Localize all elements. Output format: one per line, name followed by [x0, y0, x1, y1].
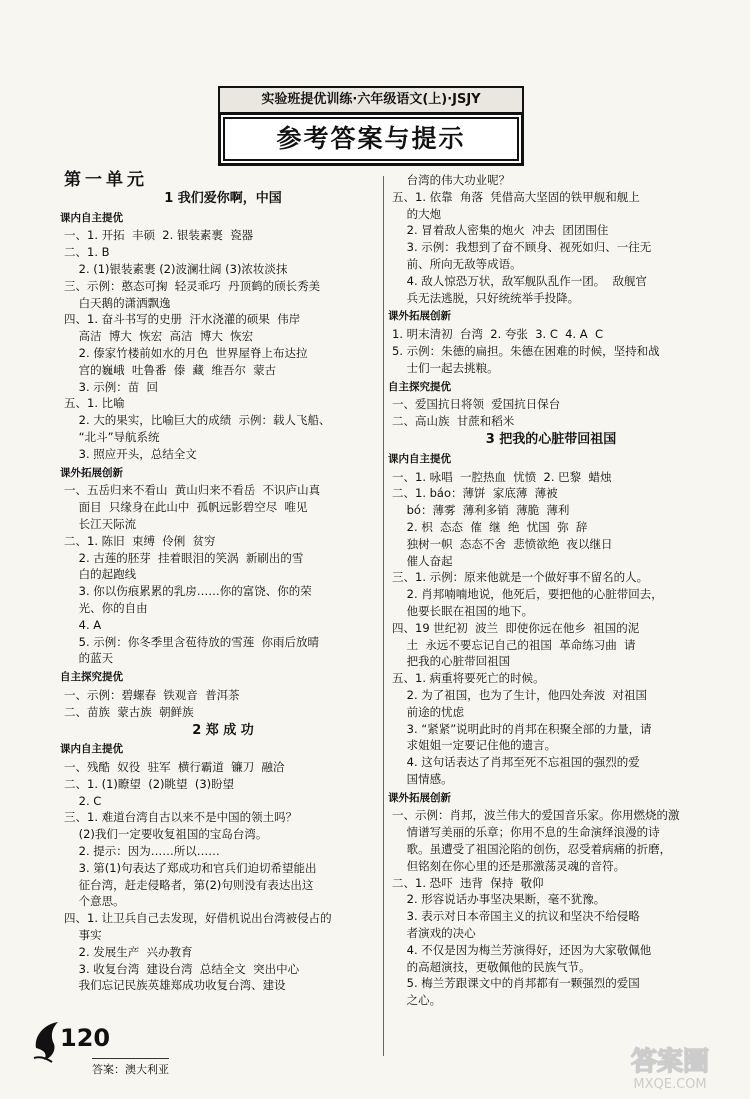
answer-line: “北斗”导航系统 — [64, 429, 160, 444]
answer-line: 土 永远不要忘记自己的祖国 革命练习曲 请 — [392, 637, 636, 652]
answer-line: 三、示例：憨态可掬 轻灵乖巧 丹顶鹤的颀长秀美 — [64, 278, 321, 293]
site-watermark — [600, 1040, 740, 1092]
answer-line: 光、你的自由 — [64, 600, 148, 615]
answer-line: 白天鹅的潇洒飘逸 — [64, 295, 171, 310]
answer-line: 前、所向无敌等成语。 — [392, 256, 522, 271]
answer-line: 二、高山族 甘蔗和稻米 — [392, 414, 515, 429]
lesson-heading: 3 把我的心脏带回祖国 — [485, 431, 617, 447]
answer-line: 者演戏的决心 — [392, 926, 476, 941]
answer-line: 一、1. 开拓 丰硕 2. 银装素裹 瓷器 — [64, 228, 254, 243]
svg-text:答案圈: 答案圈 — [630, 1047, 710, 1077]
svg-text:MXQE.COM: MXQE.COM — [633, 1077, 707, 1092]
column-divider — [383, 176, 384, 1056]
answer-line: 2. 发展生产 兴办教育 — [64, 944, 193, 959]
answer-line: 国情感。 — [392, 771, 453, 786]
answer-line: 2. 冒着敌人密集的炮火 冲去 团团围住 — [392, 223, 609, 238]
answer-line: 3. 你以伤痕累累的乳房……你的富饶、你的荣 — [64, 584, 312, 599]
answer-line: 2. 为了祖国，也为了生计，他四处奔波 对祖国 — [392, 687, 648, 702]
answer-line: 2. 古莲的胚芽 挂着眼泪的笑涡 新刷出的雪 — [64, 550, 304, 565]
unit-heading: 第一单元 — [64, 170, 148, 190]
answer-line: 2. (1)银装素裹 (2)波澜壮阔 (3)浓妆淡抹 — [64, 261, 288, 276]
answer-line: 3. 表示对日本帝国主义的抗议和坚决不给侵略 — [392, 909, 640, 924]
section-heading: 自主探究提优 — [388, 380, 451, 393]
answer-line: bó：薄雾 薄利多销 薄脆 薄利 — [392, 503, 570, 518]
answer-line: 但铭刻在你心里的还是那激荡灵魂的音符。 — [392, 858, 626, 873]
section-heading: 课内自主提优 — [388, 452, 451, 465]
answer-line: 四、1. 奋斗书写的史册 汗水浇灌的硕果 伟岸 — [64, 312, 301, 327]
answer-line: 四、19 世纪初 波兰 即使你远在他乡 祖国的泥 — [392, 620, 640, 635]
answer-line: 3. 照应开头，总结全文 — [64, 446, 197, 461]
answer-line: 把我的心脏带回祖国 — [392, 654, 511, 669]
answer-line: 五、1. 比喻 — [64, 396, 125, 411]
answer-line: 催人奋起 — [392, 553, 453, 568]
answer-line: 面目 只缘身在此山中 孤帆远影碧空尽 唯见 — [64, 500, 308, 515]
section-heading: 课外拓展创新 — [388, 791, 451, 804]
answer-line: 四、1. 让卫兵自己去发现，好借机说出台湾被侵占的 — [64, 911, 332, 926]
answer-line: (2)我们一定要收复祖国的宝岛台湾。 — [64, 827, 268, 842]
answer-line: 五、1. 病重将要死亡的时候。 — [392, 671, 545, 686]
section-heading: 课外拓展创新 — [60, 466, 123, 479]
answer-line: 3. 示例：苗 回 — [64, 379, 159, 394]
answer-line: 一、示例：碧螺春 铁观音 普洱茶 — [64, 687, 240, 702]
section-heading: 课内自主提优 — [60, 211, 123, 224]
answer-line: 征台湾，赶走侵略者，第(2)句则没有表达出这 — [64, 877, 314, 892]
answer-line: 事实 — [64, 928, 102, 943]
answer-line: 4. 这句话表达了肖邦至死不忘祖国的强烈的爱 — [392, 755, 640, 770]
answer-line: 一、残酷 奴役 驻军 横行霸道 镰刀 融洽 — [64, 760, 285, 775]
answer-line: 3. 第(1)句表达了郑成功和官兵们迫切希望能出 — [64, 860, 317, 875]
left-column — [60, 170, 382, 994]
answer-line: 歌。虽遭受了祖国沦陷的创伤，忍受着病痛的折磨， — [392, 842, 672, 857]
answer-line: 1. 明末清初 台湾 2. 夸张 3. C 4. A C — [392, 327, 603, 342]
answer-header — [218, 86, 524, 164]
book-series-title: 实验班提优训练·六年级语文(上)·JSJY — [218, 86, 524, 112]
answer-line: 4. A — [64, 617, 102, 632]
answer-line: 3. 示例：我想到了奋不顾身、视死如归、一往无 — [392, 240, 652, 255]
answer-line: 二、1. 陈旧 束缚 伶俐 贫穷 — [64, 533, 216, 548]
answer-line: 5. 示例：朱德的扁担。朱德在困难的时候，坚持和战 — [392, 343, 660, 358]
answer-line: 士们一起去挑粮。 — [392, 360, 499, 375]
answer-line: 5. 梅兰芳跟课文中的肖邦都有一颗强烈的爱国 — [392, 976, 640, 991]
answer-line: 独树一帜 态态不舍 悲愤欲绝 夜以继日 — [392, 536, 613, 551]
section-heading: 课内自主提优 — [60, 743, 123, 756]
answer-line: 情谱写美丽的乐章；你用不息的生命演绎浪漫的诗 — [392, 825, 660, 840]
answer-line: 4. 不仅是因为梅兰芳演得好，还因为大家敬佩他 — [392, 942, 652, 957]
answer-line: 前途的忧虑 — [392, 704, 465, 719]
answer-line: 宫的巍峨 吐鲁番 傣 藏 维吾尔 蒙古 — [64, 362, 277, 377]
answer-line: 的蓝天 — [64, 651, 114, 666]
answer-line: 2. 大的果实，比喻巨大的成绩 示例：载人飞船、 — [64, 413, 331, 428]
answer-line: 一、1. 咏唱 一腔热血 忧愤 2. 巴黎 蜡烛 — [392, 469, 612, 484]
right-column — [388, 172, 710, 1009]
section-heading: 自主探究提优 — [60, 671, 123, 684]
answer-line: 白的起跑线 — [64, 567, 137, 582]
answer-line: 长江天际流 — [64, 516, 137, 531]
answer-line: 个意思。 — [64, 894, 125, 909]
answer-line: 二、1. B — [64, 245, 110, 260]
answer-line: 一、示例：肖邦，波兰伟大的爱国音乐家。你用燃烧的激 — [392, 808, 680, 823]
answer-line: 3. 收复台湾 建设台湾 总结全文 突出中心 — [64, 961, 300, 976]
answer-line: 三、1. 示例：原来他就是一个做好事不留名的人。 — [392, 570, 649, 585]
answer-line: 5. 示例：你冬季里含苞待放的雪莲 你雨后放晴 — [64, 634, 320, 649]
answer-line: 一、五岳归来不看山 黄山归来不看岳 不识庐山真 — [64, 483, 321, 498]
answer-line: 的高超演技，更敬佩他的民族气节。 — [392, 959, 591, 974]
lesson-heading: 1 我们爱你啊，中国 — [164, 190, 282, 206]
dolphin-logo-icon — [30, 1018, 64, 1064]
page-number: 120 — [60, 1024, 111, 1052]
answer-line: 三、1. 难道台湾自古以来不是中国的领土吗？ — [64, 810, 298, 825]
answer-line: 高洁 博大 恢宏 高洁 博大 恢宏 — [64, 329, 254, 344]
answer-line: 一、爱国抗日将领 爱国抗日保台 — [392, 397, 561, 412]
answer-line: 之心。 — [392, 993, 442, 1008]
answer-line: 台湾的伟大功业呢？ — [392, 173, 511, 187]
answer-line: 二、1. báo：薄饼 家底薄 薄被 — [392, 486, 558, 501]
answer-line: 二、1. 恐吓 违背 保持 敬仰 — [392, 875, 544, 890]
answer-line: 的大炮 — [392, 206, 442, 221]
answer-line: 2. 提示：因为……所以…… — [64, 844, 220, 859]
answer-line: 4. 敌人惊恐万状，敌军舰队乱作一团。 敌舰官 — [392, 273, 648, 288]
answer-line: 2. 肖邦喃喃地说，他死后，要把他的心脏带回去， — [392, 587, 663, 602]
lesson-heading: 2 郑 成 功 — [192, 722, 254, 738]
answer-line: 五、1. 依靠 角落 凭借高大坚固的铁甲舰和舰上 — [392, 189, 640, 204]
answer-line: 二、苗族 蒙古族 朝鲜族 — [64, 704, 194, 719]
answer-line: 我们忘记民族英雄郑成功收复台湾、建设 — [64, 978, 286, 993]
answer-line: 兵无法逃脱，只好统统举手投降。 — [392, 290, 580, 305]
section-heading: 课外拓展创新 — [388, 310, 451, 323]
answer-line: 2. C — [64, 793, 102, 808]
answer-line: 3. “紧紧”说明此时的肖邦在积聚全部的力量，请 — [392, 721, 652, 736]
answer-line: 二、1. (1)瞭望 (2)眺望 (3)盼望 — [64, 776, 235, 791]
answer-line: 求姐姐一定要记住他的遗言。 — [392, 738, 557, 753]
page-title: 参考答案与提示 — [218, 112, 524, 166]
answer-label: 答案：澳大利亚 — [92, 1058, 169, 1077]
answer-line: 2. 傣家竹楼前如水的月色 世界屋脊上布达拉 — [64, 345, 308, 360]
answer-line: 2. 形容说话办事坚决果断，毫不犹豫。 — [392, 892, 606, 907]
answer-line: 他要长眠在祖国的地下。 — [392, 603, 534, 618]
answer-line: 2. 枳 态态 傕 继 绝 忧国 弥 辞 — [392, 519, 588, 534]
